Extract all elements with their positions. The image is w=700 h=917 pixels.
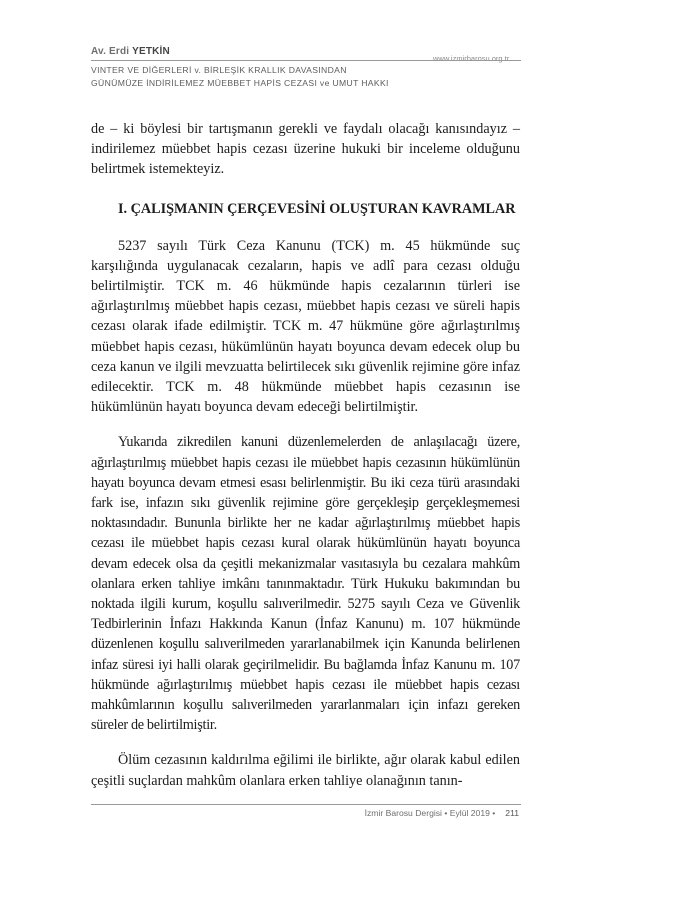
body-paragraph: de – ki böylesi bir tartışmanın gerekli ve faydalı olacağı kanısındayız – indirilemez müebbet hapis cezası üzerine hukuki bir inceleme olduğunu belirtmek istemekteyiz. (91, 121, 520, 178)
header-divider (91, 60, 521, 61)
running-title-line-1: VINTER VE DİĞERLERİ v. BİRLEŞİK KRALLIK DAVASINDAN (91, 65, 347, 75)
body-paragraph: Ölüm cezasının kaldırılma eğilimi ile birlikte, ağır olarak kabul edilen çeşitli suçlardan mahkûm olanlara erken tahliye olanağının tanın- (91, 752, 520, 789)
section-heading: I. ÇALIŞMANIN ÇERÇEVESİNİ OLUŞTURAN KAVRAMLAR (118, 200, 516, 217)
body-paragraph: 5237 sayılı Türk Ceza Kanunu (TCK) m. 45 hükmünde suç karşılığında uygulanacak cezaların, hapis ve adlî para cezası olduğu belirtilmiştir. TCK m. 46 hükmünde hapis cezalarının türleri ise ağırlaştırılmış müebbet hapis cezası, müebbet hapis cezası ve süreli hapis cezası olarak ifade edilmiştir. TCK m. 47 hükmüne göre ağırlaştırılmış müebbet hapis cezası, hükümlünün hayatı boyunca devam edecek olup bu ceza kanun ve ilgili mevzuatta belirtilecek sıkı güvenlik rejimine göre infaz edilecektir. TCK m. 48 hükmünde müebbet hapis cezasının ise hükümlünün hayatı boyunca devam edeceği belirtilmiştir. (91, 237, 520, 416)
author-name (91, 46, 170, 57)
body-paragraph: Yukarıda zikredilen kanuni düzenlemelerden de anlaşılacağı üzere, ağırlaştırılmış müebbet hapis cezası ile müebbet hapis cezasının hükümlünün hayatı boyunca devam etmesi esası belirlenmiştir. Bu iki ceza türü arasındaki fark ise, infazın sıkı güvenlik rejimine göre gerçekleşip gerçekleşmemesi noktasındadır. Bununla birlikte her ne kadar ağırlaştırılmış müebbet hapis cezası ile müebbet hapis cezası kural olarak hükümlünün hayatı boyunca devam edecek olsa da çeşitli mekanizmalar vasıtasıyla bu cezalara mahkûm olanlara erken tahliye imkânı tanınmaktadır. Türk Hukuku bakımından bu noktada ilgili kurum, koşullu salıverilmedir. 5275 sayılı Ceza ve Güvenlik Tedbirlerinin İnfazı Hakkında Kanun (İnfaz Kanunu) m. 107 hükmünde düzenlenen koşullu salıverilmeden yararlanabilmek için Kanunda belirlenen infaz süresi iyi halli olarak geçirilmelidir. Bu bağlamda İnfaz Kanunu m. 107 hükmünde ağırlaştırılmış müebbet hapis cezası ile müebbet hapis cezası mahkûmlarının koşullu salıverilmeden yararlanmaları için infazı gereken süreler de belirtilmiştir. (91, 434, 520, 734)
author-first-name: Av. Erdi (91, 46, 133, 57)
running-title (91, 64, 431, 89)
article-body (91, 119, 520, 791)
website-url[interactable]: www.izmirbarosu.org.tr (433, 54, 510, 63)
running-title-line-2: GÜNÜMÜZE İNDİRİLEMEZ MÜEBBET HAPİS CEZASI ve UMUT HAKKI (91, 77, 389, 88)
author-last-name: YETKİN (132, 46, 170, 57)
journal-citation: İzmir Barosu Dergisi • Eylül 2019 • (364, 808, 496, 818)
footer-divider (91, 804, 521, 805)
page-footer (338, 808, 519, 818)
page-number: 211 (505, 808, 519, 818)
